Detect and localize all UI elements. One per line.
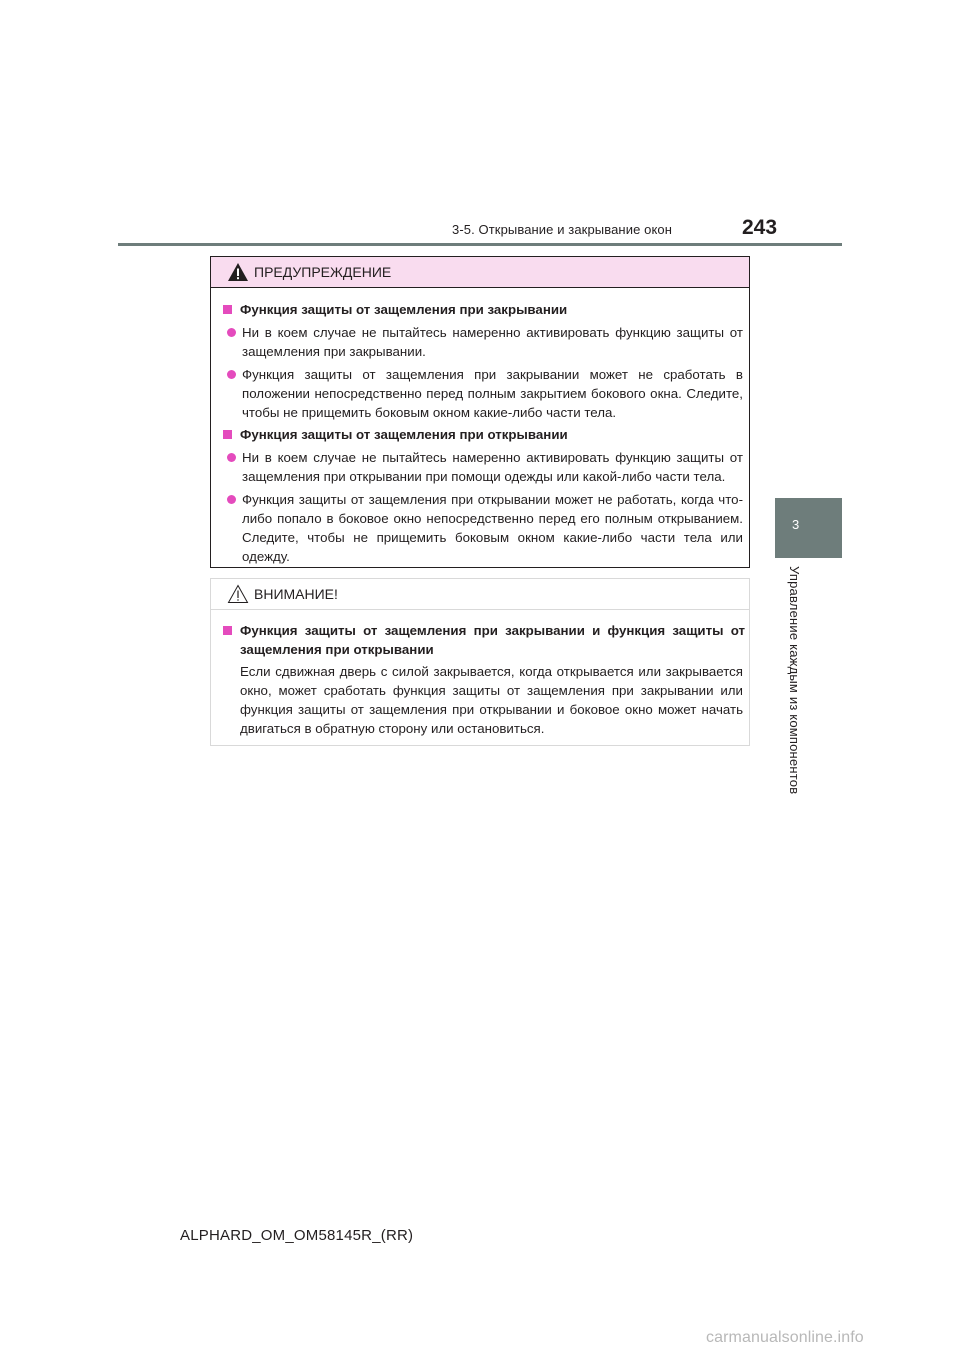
warning-section-heading: Функция защиты от защемления при открывании [223, 425, 745, 444]
round-bullet-icon [227, 370, 236, 379]
page-number: 243 [742, 216, 778, 239]
warning-bullet: Функция защиты от защемления при закрывании может не сработать в положении непосредственно перед полным закрытием бокового окна. Следите, чтобы не прищемить боковым окном какие-либо части тела. [227, 365, 743, 422]
chapter-number: 3 [792, 517, 800, 532]
warning-bullet: Ни в коем случае не пытайтесь намеренно активировать функцию защиты от защемления при открывании при помощи одежды или какой-либо части тела. [227, 448, 743, 486]
round-bullet-icon [227, 328, 236, 337]
watermark: carmanualsonline.info [706, 1329, 864, 1346]
round-bullet-icon [227, 495, 236, 504]
warning-triangle-icon [227, 262, 249, 282]
square-bullet-icon [223, 626, 232, 635]
warning-box [210, 256, 750, 568]
warning-box-header [211, 257, 749, 288]
caution-title: ВНИМАНИЕ! [254, 586, 338, 602]
caution-box [210, 578, 750, 746]
caution-triangle-icon [227, 584, 249, 604]
caution-heading: Функция защиты от защемления при закрывании и функция защиты от защемления при открывании [223, 621, 745, 659]
chapter-caption: Управление каждым из компонентов [787, 566, 802, 795]
caution-paragraph: Если сдвижная дверь с силой закрывается, когда открывается или закрывается окно, может сработать функция защиты от защемления при закрывании или функция защиты от защемления при открывании и боковое окно может начать двигаться в обратную сторону или остановиться. [240, 664, 743, 736]
warning-bullet: Ни в коем случае не пытайтесь намеренно активировать функцию защиты от защемления при закрывании. [227, 323, 743, 361]
square-bullet-icon [223, 305, 232, 314]
warning-title: ПРЕДУПРЕЖДЕНИЕ [254, 264, 392, 280]
warning-bullet: Функция защиты от защемления при открывании может не работать, когда что-либо попало в боковое окно непосредственно перед его полным открыванием. Следите, чтобы не прищемить боковым окном какие-либо части тела или одежду. [227, 490, 743, 566]
caution-box-header [211, 579, 749, 610]
square-bullet-icon [223, 430, 232, 439]
warning-section-heading: Функция защиты от защемления при закрывании [223, 300, 745, 319]
round-bullet-icon [227, 453, 236, 462]
chapter-tab [775, 498, 842, 558]
document-code: ALPHARD_OM_OM58145R_(RR) [180, 1227, 414, 1244]
header-rule [118, 243, 842, 246]
section-title: 3-5. Открывание и закрывание окон [452, 222, 672, 237]
